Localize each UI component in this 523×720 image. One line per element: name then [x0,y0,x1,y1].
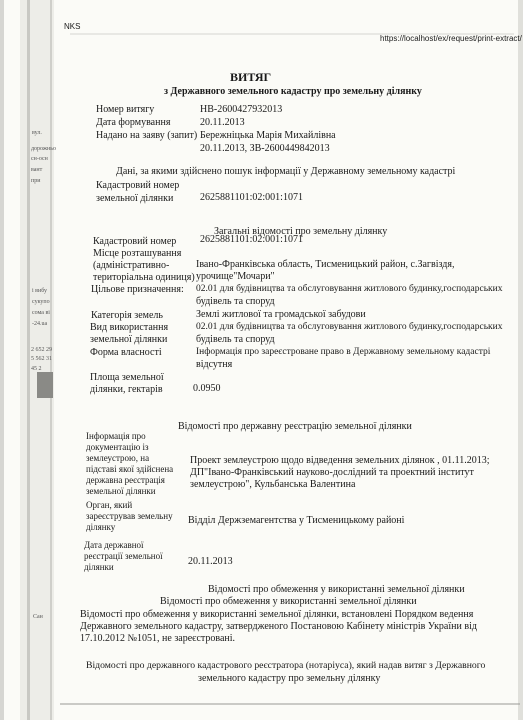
margin-fragment: 2 652 29 [31,347,52,353]
margin-fragment: Сан [33,614,43,620]
formation-date-value: 20.11.2013 [200,117,245,128]
location-label-2: (адміністративно- [93,260,170,271]
ownership-value-1: Інформація про зареєстроване право в Державному земельному кадастрі [196,347,491,357]
restrictions-text-3: 17.10.2012 №1051, не зареєстровані. [80,633,236,644]
area-label-1: Площа земельної [90,372,164,383]
purpose-value-2: будівель та споруд [196,296,275,307]
documentation-value-2: ДП"Івано-Франківський науково-дослідний та проектний інститут [190,467,474,478]
search-heading: Дані, за якими здійснено пошук інформації у Державному земельному кадастрі [116,166,456,177]
documentation-value-1: Проект землеустрою щодо відведення земельних ділянок , 01.11.2013; [190,455,490,466]
restrictions-text-2: Державного земельного кадастру, затвердженого Постановою Кабінету міністрів України від [80,621,477,632]
location-value-2: урочище"Мочари" [196,271,275,282]
cadastral-value: 2625881101:02:001:1071 [200,234,303,245]
restrictions-heading-2: Відомості про обмеження у використанні земельної ділянки [160,596,417,607]
margin-fragment: вул. [32,130,42,136]
margin-fragment: вант [31,167,43,173]
formation-date-label: Дата формування [96,117,171,128]
margin-fragment: сома ві [32,310,50,316]
use-label-2: земельної ділянки [90,334,168,345]
use-value-2: будівель та споруд [196,334,275,345]
document-subtitle: з Державного земельного кадастру про земельну ділянку [164,86,422,97]
header-url: https://localhost/ex/request/print-extract/ [380,34,522,43]
margin-fragment: дорожньо [31,146,56,152]
area-label-2: ділянки, гектарів [90,384,163,395]
location-label-3: територіальна одиниця) [93,272,195,283]
category-value: Землі житлової та громадської забудови [196,309,366,320]
documentation-value-3: землеустрою", Кульбанська Валентина [190,479,356,490]
search-cadastral-label-1: Кадастровий номер [96,180,180,191]
ownership-label: Форма власності [90,347,162,358]
search-cadastral-label-2: земельної ділянки [96,193,174,204]
location-value-1: Івано-Франківська область, Тисменицький район, с.Загвіздя, [196,259,455,270]
purpose-label: Цільове призначення: [91,284,184,295]
request-details: 20.11.2013, ЗВ-2600449842013 [200,143,330,154]
restrictions-heading-1: Відомості про обмеження у використанні земельної ділянки [208,584,465,595]
margin-fragment: сн-осн [31,156,48,162]
margin-fragment: 45 2 [31,366,42,372]
extract-number-value: НВ-2600427932013 [200,104,283,115]
cadastral-label: Кадастровий номер [93,236,177,247]
registrar-text-2: земельного кадастру про земельну ділянку [198,673,381,684]
area-value: 0.0950 [193,383,221,394]
margin-fragment: 5 562 31 [31,356,52,362]
margin-fragment: сукупо [32,299,50,305]
restrictions-text-1: Відомості про обмеження у використанні земельної ділянки, встановлені Порядком ведення [80,609,474,620]
margin-fragment: при [31,178,41,184]
document-title: ВИТЯГ [230,70,272,84]
use-label-1: Вид використання [90,322,169,333]
request-label: Надано на заяву (запит) [96,130,198,141]
search-cadastral-value: 2625881101:02:001:1071 [200,192,303,203]
registration-date-value: 20.11.2013 [188,556,233,567]
margin-fragment: -24.ua [32,321,48,327]
use-value-1: 02.01 для будівництва та обслуговування житлового будинку,господарських [196,322,503,332]
extract-number-label: Номер витягу [96,104,155,115]
location-label-1: Місце розташування [93,248,182,259]
purpose-value-1: 02.01 для будівництва та обслуговування житлового будинку,господарських [196,284,503,294]
margin-fragment: і вибу [32,288,48,294]
organ-value: Відділ Держземагентства у Тисменицькому районі [188,515,405,526]
general-heading: Загальні відомості про земельну ділянку [214,226,388,237]
ownership-value-2: відсутня [196,359,233,370]
registrar-text-1: Відомості про державного кадастрового реєстратора (нотаріуса), який надав витяг з Державного [86,660,486,671]
requester-name: Бережніцька Марія Михайлівна [200,130,336,141]
header-mark: NKS [64,22,81,31]
category-label: Категорія земель [91,310,163,321]
registration-heading: Відомості про державну реєстрацію земельної ділянки [178,421,412,432]
